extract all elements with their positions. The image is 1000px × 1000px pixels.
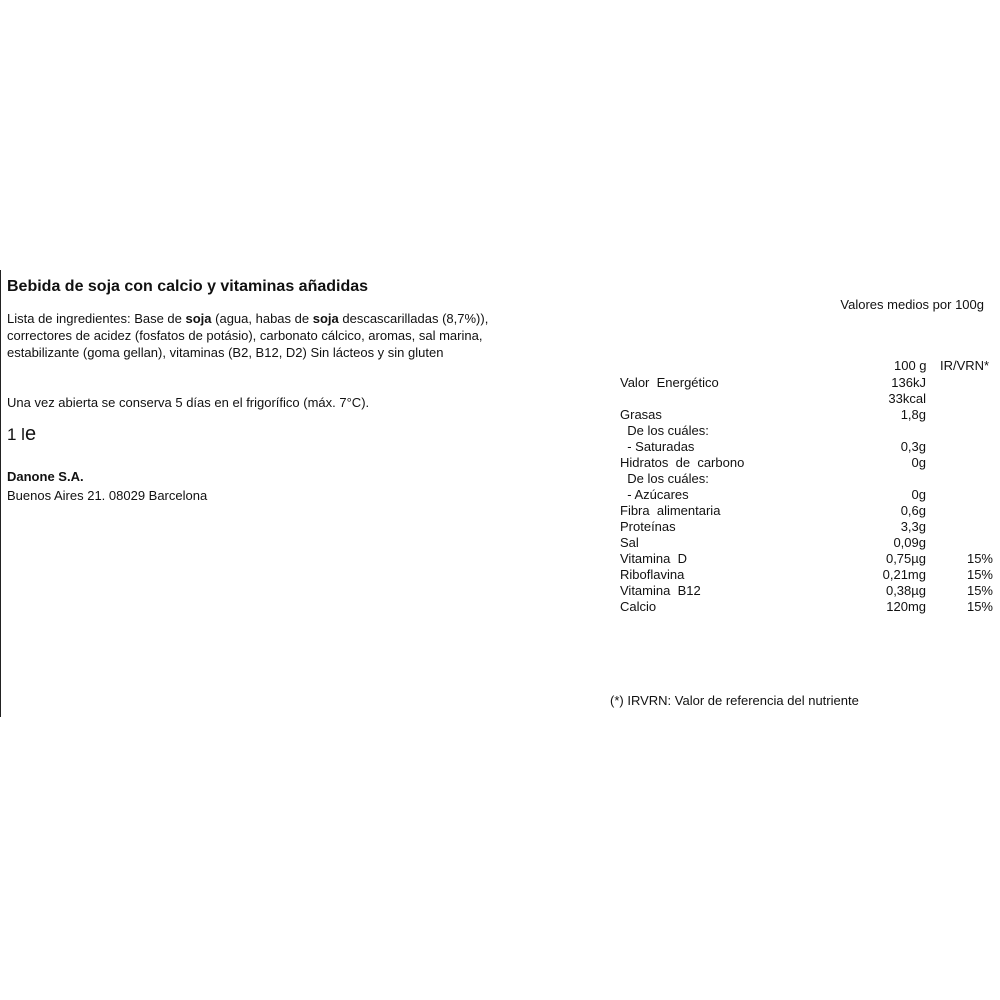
nutrient-label: Grasas [620,407,662,422]
nutrition-row [620,599,998,615]
storage-instructions: Una vez abierta se conserva 5 días en el frigorífico (máx. 7°C). [7,395,370,410]
nutrient-label: De los cuáles: [620,471,709,486]
nutrient-label: Vitamina D [620,551,687,566]
ingredients-prefix: Lista de ingredientes: Base de [7,311,186,326]
nutrient-quantity: 136kJ [891,375,926,390]
column-header-ref: IR/VRN* [940,358,990,373]
nutrition-row [620,535,998,551]
company-name: Danone S.A. [7,469,84,484]
ingredients-allergen-1: soja [185,311,212,326]
nutrient-quantity: 0g [911,455,926,470]
nutrient-quantity: 3,3g [900,519,926,534]
nutrient-quantity: 0,21mg [882,567,926,582]
nutrient-label: Vitamina B12 [620,583,701,598]
nutrition-row [620,455,998,471]
volume-number: 1 l [7,425,25,444]
ingredients-mid: (agua, habas de [211,311,313,326]
e-mark-icon: e [24,423,37,445]
nutrient-label: Hidratos de carbono [620,455,745,470]
nutrient-label: Valor Energético [620,375,719,390]
nutrient-quantity: 33kcal [888,391,926,406]
nutrient-label: De los cuáles: [620,423,709,438]
nutrition-row [620,583,998,599]
ingredients-line3: estabilizante (goma gellan), vitaminas (B2, B12, D2) Sin lácteos y sin gluten [7,345,444,360]
nutrient-quantity: 0,3g [900,439,926,454]
ingredients-list [7,310,567,361]
nutrient-quantity: 0,38µg [885,583,926,598]
nutrition-table [620,358,998,615]
nutrition-row [620,407,998,423]
nutrient-label: Fibra alimentaria [620,503,721,518]
nutrient-quantity: 0,75µg [885,551,926,566]
nutrition-row [620,391,998,407]
column-header-qty: 100 g [894,358,927,373]
nutrition-rows [620,375,998,615]
nutrition-row [620,439,998,455]
product-title: Bebida de soja con calcio y vitaminas añadidas [7,278,369,295]
ingredients-line1-rest: descascarilladas (8,7%)), [338,311,489,326]
nutrient-label: Calcio [620,599,657,614]
nutrient-reference-percent: 15% [966,583,993,598]
nutrient-reference-percent: 15% [966,567,993,582]
nutrition-row [620,551,998,567]
nutrient-quantity: 0g [911,487,926,502]
nutrient-quantity: 0,09g [893,535,926,550]
left-border-rule [0,270,1,717]
nutrient-label: Proteínas [620,519,676,534]
nutrient-label: - Saturadas [620,439,695,454]
nutrition-row [620,471,998,487]
nutrition-header: Valores medios por 100g [840,297,984,312]
nutrition-row [620,487,998,503]
nutrient-quantity: 1,8g [900,407,926,422]
nutrition-row [620,423,998,439]
nutrient-reference-percent: 15% [966,599,993,614]
nutrition-row [620,503,998,519]
footnote: (*) IRVRN: Valor de referencia del nutriente [610,693,859,708]
nutrition-column-headers [620,358,998,375]
nutrition-row [620,519,998,535]
product-info [7,276,567,504]
nutrient-label: Sal [620,535,639,550]
nutrient-quantity: 120mg [886,599,926,614]
ingredients-line2: correctores de acidez (fosfatos de potásio), carbonato cálcico, aromas, sal marina, [7,328,483,343]
nutrition-row [620,375,998,391]
nutrient-reference-percent: 15% [966,551,993,566]
net-volume [7,423,567,446]
ingredients-allergen-2: soja [312,311,339,326]
nutrient-quantity: 0,6g [900,503,926,518]
company-address: Buenos Aires 21. 08029 Barcelona [7,488,208,503]
nutrient-label: - Azúcares [620,487,689,502]
nutrition-row [620,567,998,583]
nutrient-label: Riboflavina [620,567,685,582]
